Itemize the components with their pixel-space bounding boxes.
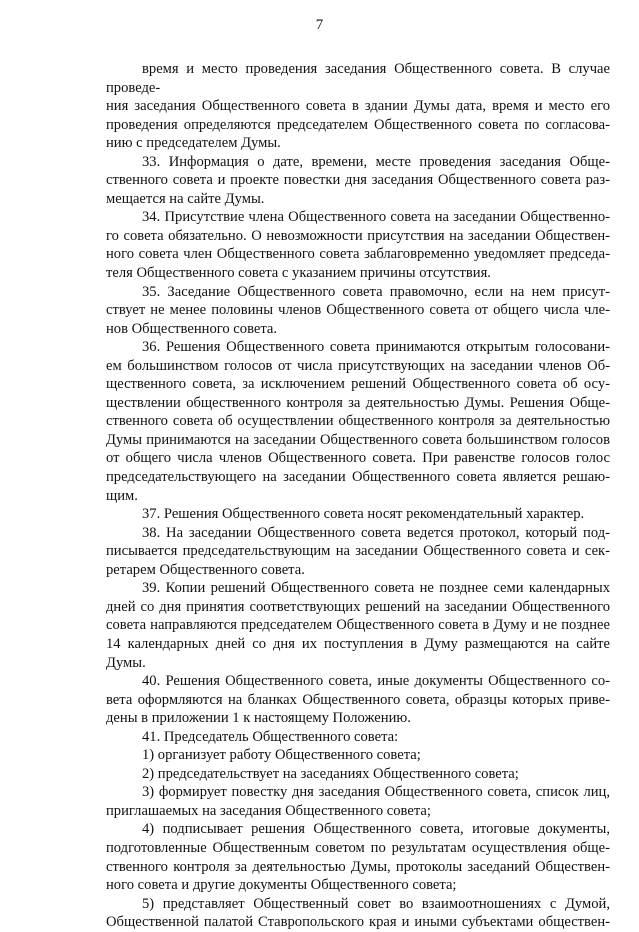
text-line: ственного контроля за деятельностью Думы, протоколы заседаний Обществен-: [106, 858, 610, 875]
text-line: 38. На заседании Общественного совета ведется протокол, который под-: [142, 524, 610, 541]
text-line: мещается на сайте Думы.: [106, 190, 265, 207]
paragraph: [106, 672, 610, 728]
paragraph: [106, 728, 610, 747]
paragraph: [106, 765, 610, 784]
text-line: ем большинством голосов от числа присутствующих на заседании членов Об-: [106, 357, 610, 374]
text-line: время и место проведения заседания Общественного совета. В случае проведе-: [106, 61, 610, 96]
text-line: 35. Заседание Общественного совета правомочно, если на нем присут-: [142, 283, 610, 300]
text-line: писывается председательствующим на заседании Общественного совета и сек-: [106, 543, 610, 560]
paragraph: [106, 820, 610, 894]
text-line: 4) подписывает решения Общественного совета, итоговые документы,: [142, 821, 610, 838]
text-line: 39. Копии решений Общественного совета не позднее семи календарных: [142, 580, 610, 597]
paragraph: [106, 524, 610, 580]
page-number: 7: [315, 17, 324, 33]
text-line: щим.: [106, 487, 138, 504]
text-line: совета направляются председателем Общественного совета в Думу и не позднее: [106, 617, 610, 634]
text-line: Общественной палатой Ставропольского края и иными субъектами обществен-: [106, 914, 610, 931]
text-line: Думы принимаются на заседании Общественного совета большинством голосов: [106, 431, 610, 448]
paragraph: [106, 153, 610, 209]
text-line: 3) формирует повестку дня заседания Общественного совета, список лиц,: [142, 784, 610, 801]
text-line: 5) представляет Общественный совет во взаимоотношениях с Думой,: [142, 895, 610, 912]
text-line: 2) председательствует на заседаниях Общественного совета;: [142, 765, 519, 782]
text-line: теля Общественного совета с указанием причины отсутствия.: [106, 265, 491, 282]
text-line: приглашаемых на заседания Общественного совета;: [106, 802, 431, 819]
text-line: ществлении общественного контроля за деятельностью Думы. Решения Обще-: [106, 394, 610, 411]
paragraph: [106, 895, 610, 932]
text-line: 1) организует работу Общественного совета;: [142, 747, 421, 764]
paragraph: [106, 60, 610, 153]
text-line: дены в приложении 1 к настоящему Положению.: [106, 710, 411, 727]
text-line: 14 календарных дней со дня их поступления в Думу размещаются на сайте Думы.: [106, 635, 610, 671]
paragraph: [106, 783, 610, 820]
text-line: го совета обязательно. О невозможности присутствия на заседании Обществен-: [106, 227, 610, 244]
text-line: ствует не менее половины членов Общественного совета от общего числа чле-: [106, 302, 610, 319]
paragraph: [106, 505, 610, 524]
text-line: щественного совета, за исключением решений Общественного совета об осу-: [106, 376, 610, 393]
text-line: председательствующего на заседании Общественного совета является решаю-: [106, 469, 610, 486]
text-line: вета оформляются на бланках Общественного совета, образцы которых приве-: [106, 691, 610, 708]
text-line: 37. Решения Общественного совета носят рекомендательный характер.: [142, 506, 585, 523]
text-line: 36. Решения Общественного совета принимаются открытым голосовани-: [142, 339, 610, 356]
text-line: ственного совета об осуществлении общественного контроля за деятельностью: [106, 413, 610, 430]
text-line: 34. Присутствие члена Общественного совета на заседании Общественно-: [142, 209, 610, 226]
text-line: от общего числа членов Общественного совета. При равенстве голосов голос: [106, 450, 610, 467]
paragraph: [106, 746, 610, 765]
text-line: ретарем Общественного совета.: [106, 561, 305, 578]
text-line: подготовленные Общественным советом по результатам осуществления обще-: [106, 839, 610, 856]
text-line: 40. Решения Общественного совета, иные документы Общественного со-: [142, 673, 610, 690]
paragraph: [106, 338, 610, 505]
text-line: нов Общественного совета.: [106, 320, 278, 337]
text-line: ного совета член Общественного совета заблаговременно уведомляет председа-: [106, 246, 610, 263]
text-line: 41. Председатель Общественного совета:: [142, 728, 399, 745]
document-body: [106, 60, 610, 932]
paragraph: [106, 579, 610, 672]
text-line: ния заседания Общественного совета в здании Думы дата, время и место его: [106, 98, 610, 115]
text-line: ного совета и другие документы Общественного совета;: [106, 877, 457, 894]
text-line: ственного совета и проекте повестки дня заседания Общественного совета раз-: [106, 172, 610, 189]
paragraph: [106, 283, 610, 339]
text-line: дней со дня принятия соответствующих решений на заседании Общественного: [106, 598, 610, 615]
text-line: 33. Информация о дате, времени, месте проведения заседания Обще-: [142, 153, 610, 170]
paragraph: [106, 208, 610, 282]
text-line: проведения определяются председателем Общественного совета по согласова-: [106, 116, 610, 133]
text-line: нию с председателем Думы.: [106, 135, 281, 152]
